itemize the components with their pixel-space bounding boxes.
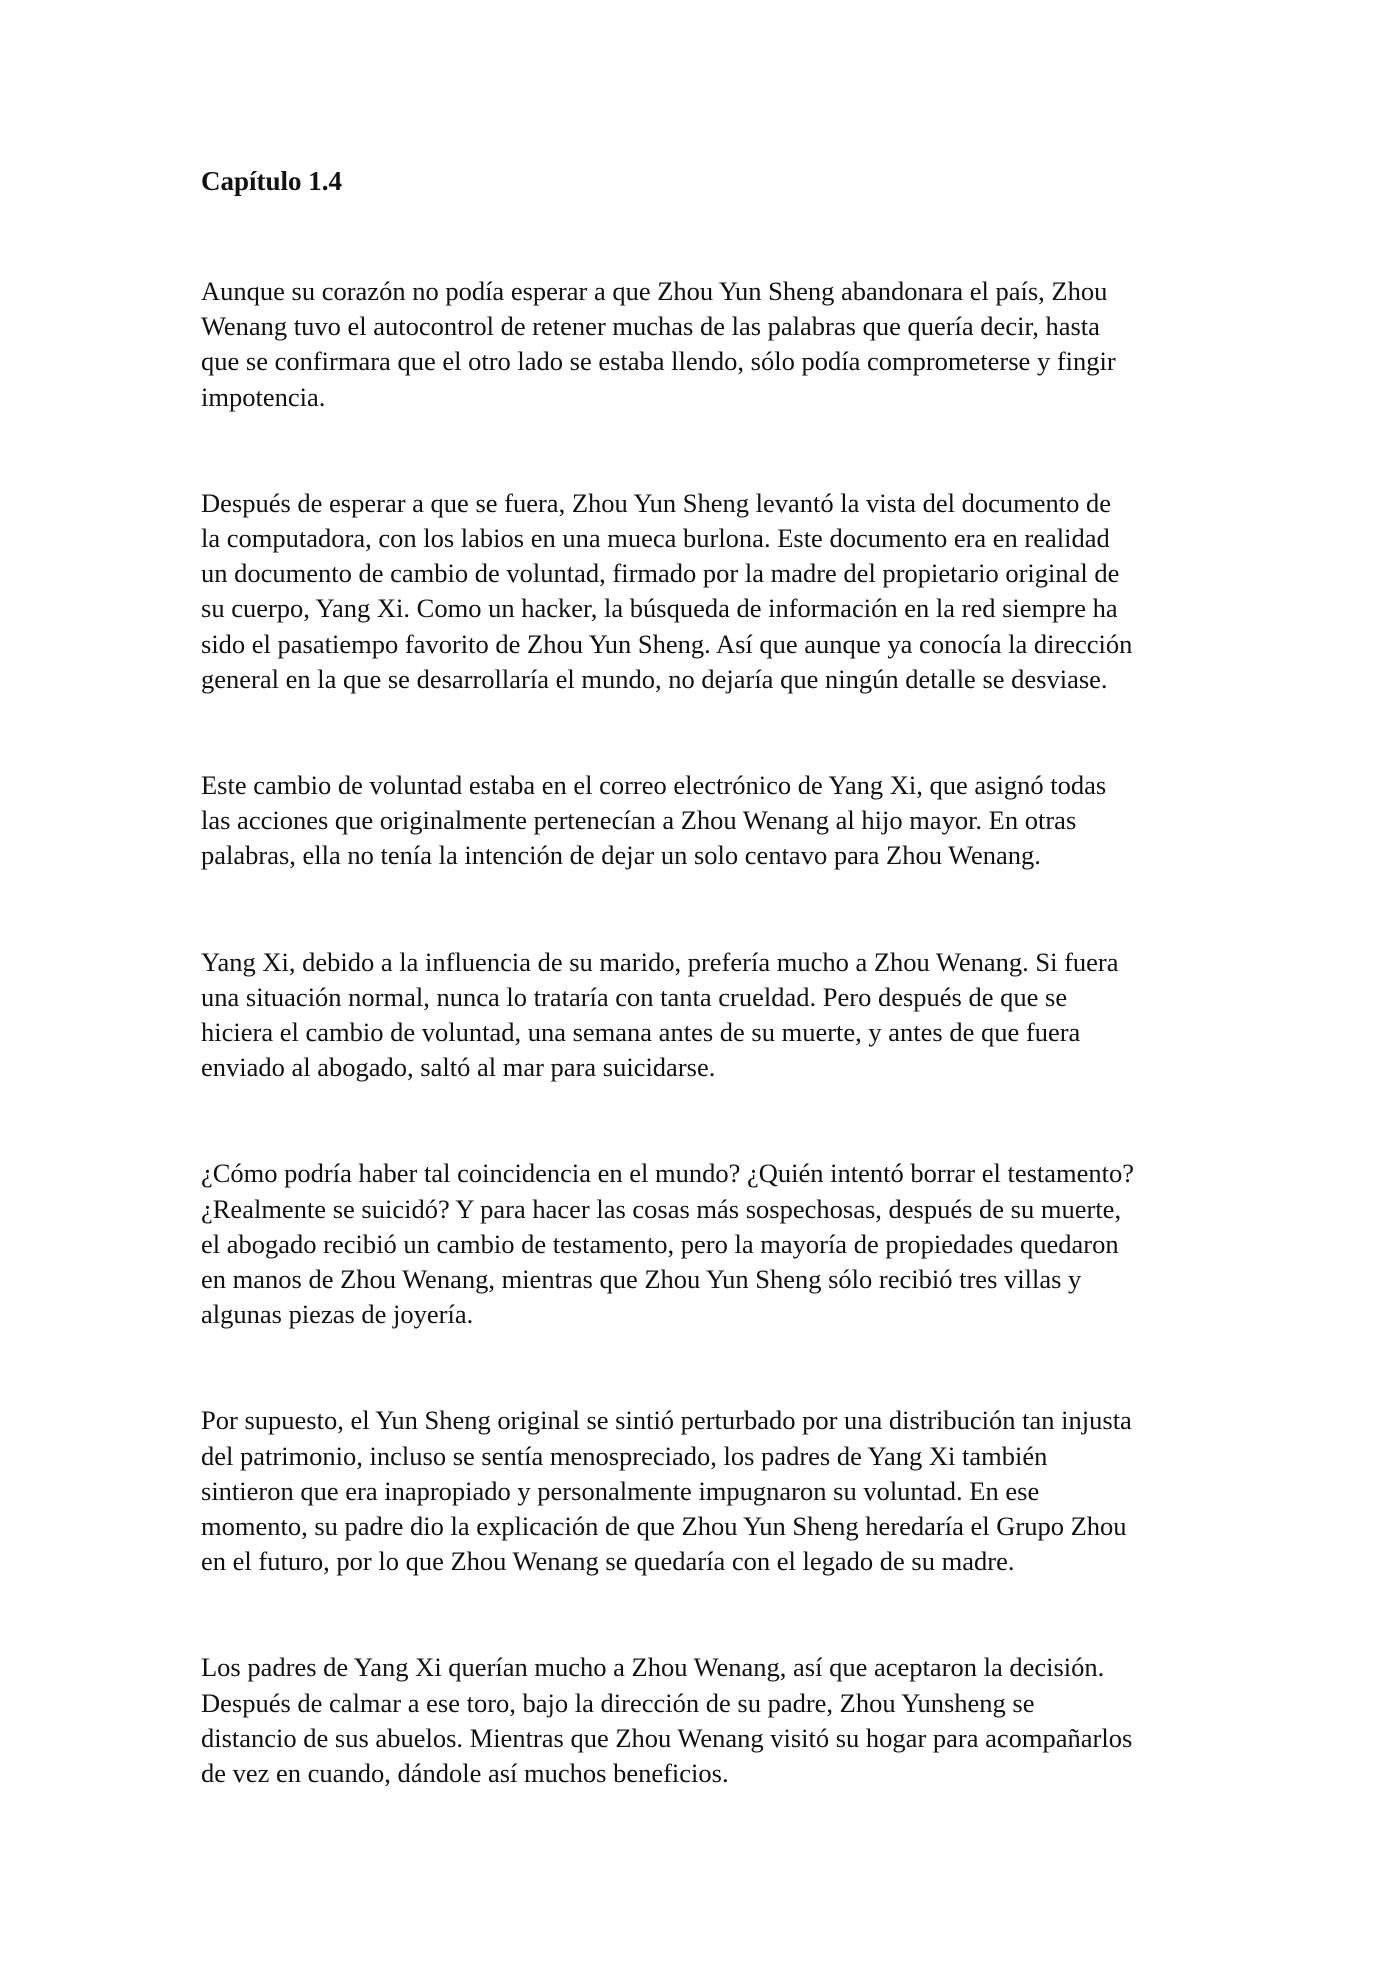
text-line: sintieron que era inapropiado y personalmente impugnaron su voluntad. En ese [201,1475,1040,1506]
text-line: las acciones que originalmente pertenecían a Zhou Wenang al hijo mayor. En otras [201,805,1077,836]
text-line: Wenang tuvo el autocontrol de retener muchas de las palabras que quería decir, hasta [201,311,1100,342]
text-line: Este cambio de voluntad estaba en el correo electrónico de Yang Xi, que asignó todas [201,770,1107,801]
text-line: Después de calmar a ese toro, bajo la dirección de su padre, Zhou Yunsheng se [201,1687,1035,1718]
paragraph-7 [201,1650,1201,1791]
text-line: ¿Cómo podría haber tal coincidencia en el mundo? ¿Quién intentó borrar el testamento? [201,1158,1135,1189]
paragraph-2 [201,486,1201,697]
text-line: Después de esperar a que se fuera, Zhou Yun Sheng levantó la vista del documento de [201,487,1112,518]
chapter-title: Capítulo 1.4 [201,166,343,196]
text-line: sido el pasatiempo favorito de Zhou Yun Sheng. Así que aunque ya conocía la dirección [201,628,1133,659]
paragraph-5 [201,1156,1201,1332]
text-line: Aunque su corazón no podía esperar a que Zhou Yun Sheng abandonara el país, Zhou [201,276,1108,306]
paragraph-6 [201,1403,1201,1579]
text-line: ¿Realmente se suicidó? Y para hacer las cosas más sospechosas, después de su muerte, [201,1193,1122,1224]
text-line: hiciera el cambio de voluntad, una semana antes de su muerte, y antes de que fuera [201,1017,1081,1048]
text-line: palabras, ella no tenía la intención de dejar un solo centavo para Zhou Wenang. [201,840,1041,871]
text-line: la computadora, con los labios en una mueca burlona. Este documento era en realidad [201,523,1110,554]
text-line: distancio de sus abuelos. Mientras que Zhou Wenang visitó su hogar para acompañarlos [201,1722,1133,1753]
text-line: en el futuro, por lo que Zhou Wenang se quedaría con el legado de su madre. [201,1546,1015,1577]
text-line: algunas piezas de joyería. [201,1299,474,1330]
text-line: Yang Xi, debido a la influencia de su marido, prefería mucho a Zhou Wenang. Si fuera [201,946,1119,977]
document-content [201,163,1201,1862]
text-line: enviado al abogado, saltó al mar para suicidarse. [201,1052,716,1083]
text-line: Por supuesto, el Yun Sheng original se sintió perturbado por una distribución tan injusta [201,1405,1132,1436]
text-line: un documento de cambio de voluntad, firmado por la madre del propietario original de [201,558,1120,589]
text-line: Los padres de Yang Xi querían mucho a Zhou Wenang, así que aceptaron la decisión. [201,1652,1105,1683]
text-line: del patrimonio, incluso se sentía menospreciado, los padres de Yang Xi también [201,1440,1048,1471]
text-line: en manos de Zhou Wenang, mientras que Zhou Yun Sheng sólo recibió tres villas y [201,1264,1082,1295]
paragraph-3 [201,768,1201,874]
paragraph-4 [201,945,1201,1086]
text-line: impotencia. [201,381,326,412]
text-line: de vez en cuando, dándole así muchos beneficios. [201,1758,729,1789]
paragraph-1 [201,274,1201,415]
text-line: su cuerpo, Yang Xi. Como un hacker, la búsqueda de información en la red siempre ha [201,593,1118,624]
text-line: momento, su padre dio la explicación de que Zhou Yun Sheng heredaría el Grupo Zhou [201,1511,1127,1542]
text-line: general en la que se desarrollaría el mundo, no dejaría que ningún detalle se desviase. [201,663,1108,694]
text-line: que se confirmara que el otro lado se estaba llendo, sólo podía comprometerse y fingir [201,346,1116,377]
text-line: el abogado recibió un cambio de testamento, pero la mayoría de propiedades quedaron [201,1228,1119,1259]
text-line: una situación normal, nunca lo trataría con tanta crueldad. Pero después de que se [201,981,1068,1012]
